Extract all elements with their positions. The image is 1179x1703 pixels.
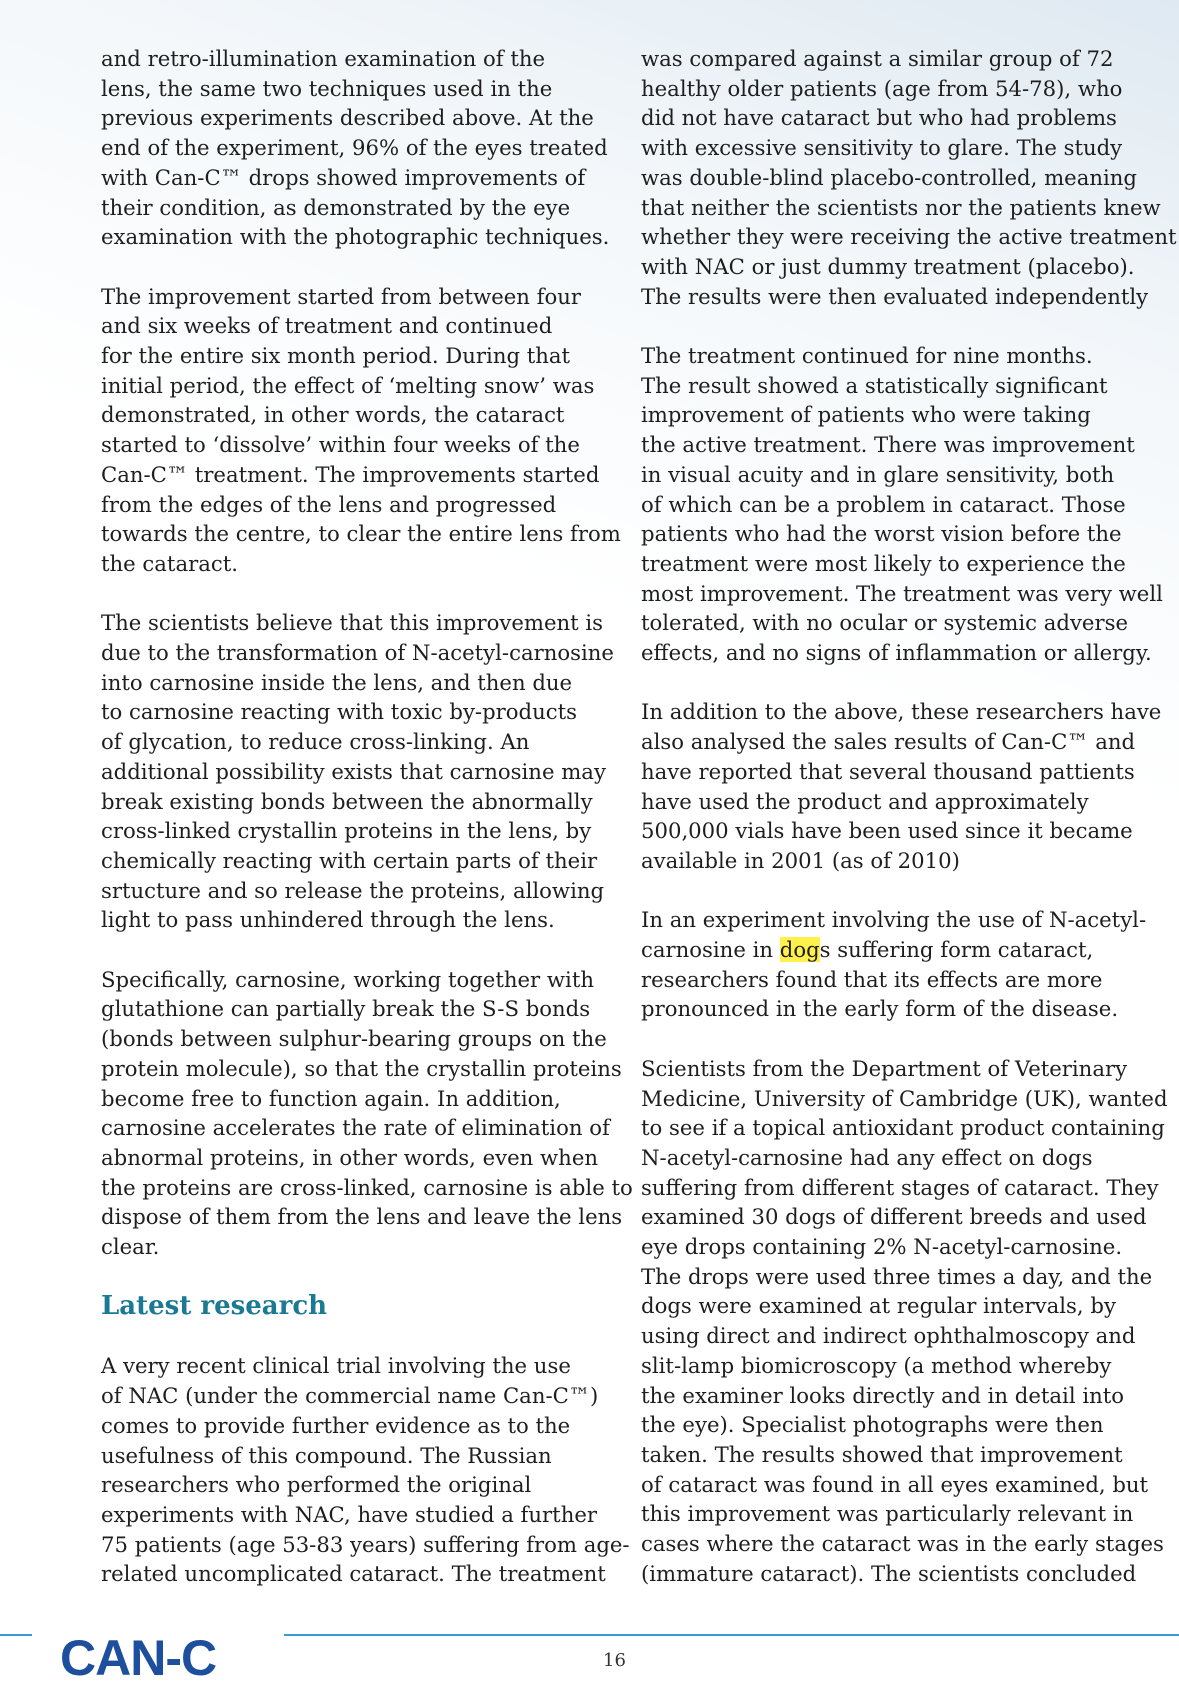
text-line: carnosine accelerates the rate of elimination of: [101, 1115, 610, 1141]
text-line: glutathione can partially break the S-S bonds: [101, 996, 591, 1022]
text-line: the eye). Specialist photographs were then: [641, 1412, 1104, 1438]
text-line: researchers found that its effects are more: [641, 966, 1103, 992]
text-line: A very recent clinical trial involving the use: [101, 1353, 571, 1379]
text-line: the active treatment. There was improvement: [641, 432, 1135, 458]
text-line: in visual acuity and in glare sensitivity, both: [641, 461, 1115, 487]
paragraph: [101, 44, 610, 252]
text-line: most improvement. The treatment was very well: [641, 580, 1163, 606]
text-line: related uncomplicated cataract. The treatment: [101, 1561, 606, 1587]
text-line: become free to function again. In addition,: [101, 1085, 561, 1111]
text-line: cross-linked crystallin proteins in the lens, by: [101, 818, 592, 844]
text-line: the proteins are cross-linked, carnosine is able to: [101, 1174, 633, 1200]
text-line: The results were then evaluated independently: [641, 283, 1149, 309]
text-line: comes to provide further evidence as to the: [101, 1412, 571, 1438]
text-line: with excessive sensitivity to glare. The study: [641, 135, 1123, 161]
text-line: clear.: [101, 1234, 160, 1260]
footer-rule: [284, 1634, 1179, 1636]
text-line: break existing bonds between the abnormally: [101, 788, 593, 814]
text-line: (immature cataract). The scientists concluded: [641, 1560, 1137, 1586]
text-line: end of the experiment, 96% of the eyes treated: [101, 135, 608, 161]
text-line: examination with the photographic techniques.: [101, 224, 610, 250]
paragraph: [101, 282, 621, 579]
text-line: [641, 935, 1141, 965]
text-line: examined 30 dogs of different breeds and used: [641, 1204, 1147, 1230]
text-line: towards the centre, to clear the entire lens from: [101, 521, 621, 547]
footer-rule: [0, 1634, 32, 1636]
text-line: cases where the cataract was in the early stages: [641, 1531, 1164, 1557]
text-line: additional possibility exists that carnosine may: [101, 758, 606, 784]
text-line: initial period, the effect of ‘melting snow’ was: [101, 372, 595, 398]
text-line: experiments with NAC, have studied a further: [101, 1501, 598, 1527]
text-line: of cataract was found in all eyes examined, but: [641, 1471, 1149, 1497]
text-line: dogs were examined at regular intervals, by: [641, 1293, 1116, 1319]
text-line: lens, the same two techniques used in the: [101, 75, 553, 101]
text-line: usefulness of this compound. The Russian: [101, 1442, 552, 1468]
text-line: pronounced in the early form of the disease.: [641, 996, 1119, 1022]
text-line: dispose of them from the lens and leave the lens: [101, 1204, 623, 1230]
text-line: Specifically, carnosine, working together with: [101, 966, 594, 992]
text-line: patients who had the worst vision before the: [641, 521, 1122, 547]
text-line: healthy older patients (age from 54-78), who: [641, 75, 1123, 101]
text-line: previous experiments described above. At the: [101, 105, 594, 131]
text-line: eye drops containing 2% N-acetyl-carnosine.: [641, 1234, 1123, 1260]
text-line: also analysed the sales results of Can-C™ and: [641, 729, 1136, 755]
text-line: the cataract.: [101, 550, 238, 576]
text-line: treatment were most likely to experience the: [641, 550, 1126, 576]
text-line: whether they were receiving the active treatment: [641, 224, 1177, 250]
text-line: and six weeks of treatment and continued: [101, 313, 553, 339]
text-line: suffering from different stages of cataract. They: [641, 1174, 1159, 1200]
paragraph: [641, 341, 1163, 668]
text-line: abnormal proteins, in other words, even when: [101, 1144, 599, 1170]
text-line: using direct and indirect ophthalmoscopy and: [641, 1323, 1136, 1349]
text-line: have reported that several thousand pattients: [641, 758, 1135, 784]
text-line: N-acetyl-carnosine had any effect on dogs: [641, 1144, 1093, 1170]
text-line: In addition to the above, these researchers have: [641, 699, 1162, 725]
text-line: 500,000 vials have been used since it became: [641, 818, 1133, 844]
paragraph: [641, 1054, 1168, 1589]
text-line: started to ‘dissolve’ within four weeks of the: [101, 432, 580, 458]
text-line: Can-C™ treatment. The improvements started: [101, 461, 600, 487]
paragraph: [641, 905, 1147, 1024]
text-line: and retro-illumination examination of the: [101, 46, 546, 71]
text-line: effects, and no signs of inflammation or allergy.: [641, 640, 1152, 666]
text-line: from the edges of the lens and progressed: [101, 491, 557, 517]
paragraph: [101, 608, 614, 935]
text-fragment: s suffering form cataract,: [819, 937, 1094, 963]
text-line: (bonds between sulphur-bearing groups on the: [101, 1026, 607, 1052]
text-line: demonstrated, in other words, the cataract: [101, 402, 565, 428]
text-line: The treatment continued for nine months.: [641, 343, 1093, 369]
text-line: of which can be a problem in cataract. Those: [641, 491, 1126, 517]
text-line: into carnosine inside the lens, and then due: [101, 669, 573, 695]
text-line: of glycation, to reduce cross-linking. An: [101, 729, 530, 755]
text-line: The result showed a statistically significant: [641, 372, 1108, 398]
text-fragment: carnosine in: [641, 937, 780, 963]
text-line: for the entire six month period. During that: [101, 343, 571, 369]
text-line: available in 2001 (as of 2010): [641, 847, 960, 873]
text-line: The scientists believe that this improvement is: [101, 610, 604, 636]
text-line: srtucture and so release the proteins, allowing: [101, 877, 605, 903]
line-group: [641, 965, 1141, 1024]
paragraph: [101, 965, 633, 1262]
text-line: Scientists from the Department of Veterinary: [641, 1055, 1128, 1081]
page-number: 16: [603, 1650, 626, 1671]
search-highlight: dog: [779, 937, 820, 963]
text-line: to see if a topical antioxidant product containing: [641, 1115, 1165, 1141]
text-line: was double-blind placebo-controlled, meaning: [641, 164, 1137, 190]
text-line: did not have cataract but who had problems: [641, 105, 1117, 131]
paragraph: [641, 44, 1177, 311]
text-line: protein molecule), so that the crystallin proteins: [101, 1055, 622, 1081]
text-line: light to pass unhindered through the lens.: [101, 907, 555, 933]
text-line: of NAC (under the commercial name Can-C™): [101, 1383, 599, 1409]
text-line: the examiner looks directly and in detail into: [641, 1382, 1125, 1408]
paragraph: [101, 1351, 630, 1589]
text-line: The drops were used three times a day, and the: [641, 1263, 1153, 1289]
text-line: taken. The results showed that improvement: [641, 1441, 1123, 1467]
text-line: their condition, as demonstrated by the eye: [101, 194, 571, 220]
left-column: [101, 44, 633, 1589]
text-line: due to the transformation of N-acetyl-carnosine: [101, 640, 614, 666]
paragraph: [641, 697, 1162, 875]
text-line: Medicine, University of Cambridge (UK), wanted: [641, 1085, 1168, 1111]
text-line: was compared against a similar group of 72: [641, 46, 1114, 71]
brand-logo: CAN-C: [60, 1630, 217, 1686]
text-line: improvement of patients who were taking: [641, 402, 1091, 428]
text-line: with NAC or just dummy treatment (placebo).: [641, 253, 1135, 279]
text-line: with Can-C™ drops showed improvements of: [101, 164, 586, 190]
text-line: 75 patients (age 53-83 years) suffering from age-: [101, 1531, 630, 1557]
section-heading: Latest research: [101, 1291, 328, 1322]
text-line: that neither the scientists nor the patients knew: [641, 194, 1161, 220]
text-line: to carnosine reacting with toxic by-products: [101, 699, 578, 725]
right-column: [641, 44, 1177, 1589]
text-line: have used the product and approximately: [641, 788, 1089, 814]
text-line: this improvement was particularly relevant in: [641, 1501, 1134, 1527]
text-line: slit-lamp biomicroscopy (a method whereby: [641, 1352, 1112, 1378]
text-line: In an experiment involving the use of N-acetyl-: [641, 907, 1147, 933]
text-line: tolerated, with no ocular or systemic adverse: [641, 610, 1129, 636]
text-line: chemically reacting with certain parts of their: [101, 847, 598, 873]
text-line: The improvement started from between four: [101, 283, 582, 309]
text-line: researchers who performed the original: [101, 1472, 532, 1498]
